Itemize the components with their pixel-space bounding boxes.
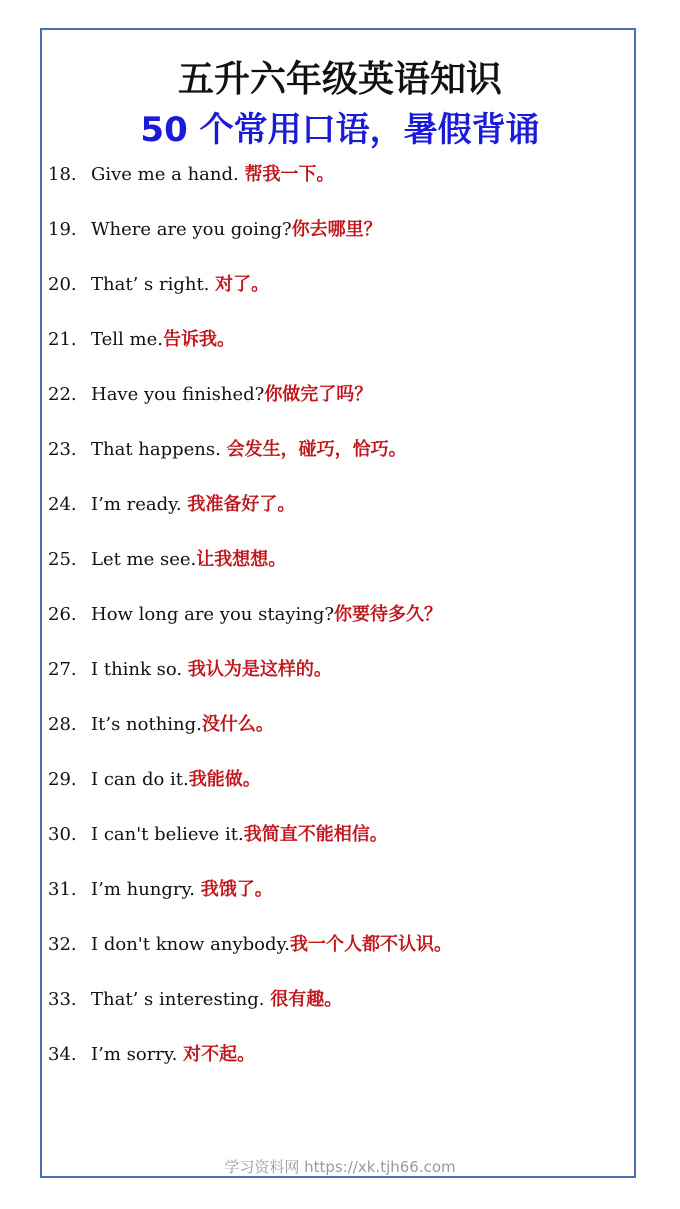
phrase-english: Give me a hand.: [91, 164, 245, 185]
phrase-number: 21.: [48, 329, 77, 350]
phrase-english: Tell me.: [91, 329, 163, 350]
phrase-number: 28.: [48, 714, 77, 735]
phrase-item: [48, 490, 628, 545]
phrase-number: 24.: [48, 494, 77, 515]
phrase-item: [48, 1040, 628, 1095]
phrase-chinese: 我简直不能相信。: [243, 824, 388, 845]
phrase-chinese: 我能做。: [188, 769, 261, 790]
phrase-number: 22.: [48, 384, 77, 405]
phrase-number: 20.: [48, 274, 77, 295]
phrase-chinese: 帮我一下。: [244, 164, 335, 185]
phrase-item: [48, 215, 628, 270]
phrase-english: I’m ready.: [91, 494, 188, 515]
phrase-number: 18.: [48, 164, 77, 185]
phrase-item: [48, 435, 628, 490]
footer-watermark: 学习资料网 https://xk.tjh66.com: [224, 1158, 456, 1176]
phrase-item: [48, 765, 628, 820]
page-title: 五升六年级英语知识: [177, 59, 502, 100]
phrase-number: 33.: [48, 989, 77, 1010]
phrase-english: I can do it.: [91, 769, 189, 790]
phrase-item: [48, 710, 628, 765]
phrase-number: 19.: [48, 219, 77, 240]
phrase-english: Have you finished?: [91, 384, 265, 405]
phrase-chinese: 我认为是这样的。: [187, 659, 332, 680]
phrase-chinese: 你去哪里？: [291, 219, 382, 240]
phrase-chinese: 你做完了吗？: [264, 384, 373, 405]
phrase-english: I don't know anybody.: [91, 934, 291, 955]
phrase-chinese: 我一个人都不认识。: [290, 934, 453, 955]
phrase-english: How long are you staying?: [91, 604, 335, 625]
phrase-number: 34.: [48, 1044, 77, 1065]
phrase-number: 30.: [48, 824, 77, 845]
phrase-english: It’s nothing.: [91, 714, 202, 735]
phrase-chinese: 会发生，碰巧，恰巧。: [226, 439, 407, 460]
phrase-english: That’ s interesting.: [91, 989, 271, 1010]
phrase-list: [48, 160, 628, 1095]
phrase-item: [48, 545, 628, 600]
phrase-chinese: 我准备好了。: [187, 494, 296, 515]
phrase-english: Where are you going?: [91, 219, 292, 240]
phrase-chinese: 告诉我。: [162, 329, 235, 350]
phrase-english: That’ s right.: [91, 274, 216, 295]
phrase-number: 29.: [48, 769, 77, 790]
phrase-chinese: 对了。: [215, 274, 270, 295]
phrase-item: [48, 160, 628, 215]
phrase-number: 23.: [48, 439, 77, 460]
phrase-item: [48, 380, 628, 435]
phrase-english: I can't believe it.: [91, 824, 244, 845]
phrase-item: [48, 655, 628, 710]
phrase-chinese: 对不起。: [183, 1044, 256, 1065]
phrase-english: I think so.: [91, 659, 188, 680]
phrase-chinese: 很有趣。: [270, 989, 343, 1010]
phrase-chinese: 没什么。: [201, 714, 274, 735]
phrase-number: 25.: [48, 549, 77, 570]
phrase-item: [48, 875, 628, 930]
phrase-chinese: 我饿了。: [200, 879, 273, 900]
phrase-item: [48, 930, 628, 985]
phrase-english: Let me see.: [91, 549, 197, 570]
phrase-chinese: 你要待多久？: [334, 604, 443, 625]
phrase-item: [48, 325, 628, 380]
phrase-item: [48, 820, 628, 875]
phrase-english: I’m hungry.: [91, 879, 201, 900]
phrase-number: 31.: [48, 879, 77, 900]
page-subtitle: 50 个常用口语，暑假背诵: [140, 110, 540, 150]
phrase-number: 27.: [48, 659, 77, 680]
phrase-chinese: 让我想想。: [196, 549, 287, 570]
phrase-item: [48, 985, 628, 1040]
phrase-number: 32.: [48, 934, 77, 955]
phrase-english: I’m sorry.: [91, 1044, 184, 1065]
phrase-item: [48, 600, 628, 655]
phrase-english: That happens.: [91, 439, 227, 460]
phrase-item: [48, 270, 628, 325]
phrase-number: 26.: [48, 604, 77, 625]
